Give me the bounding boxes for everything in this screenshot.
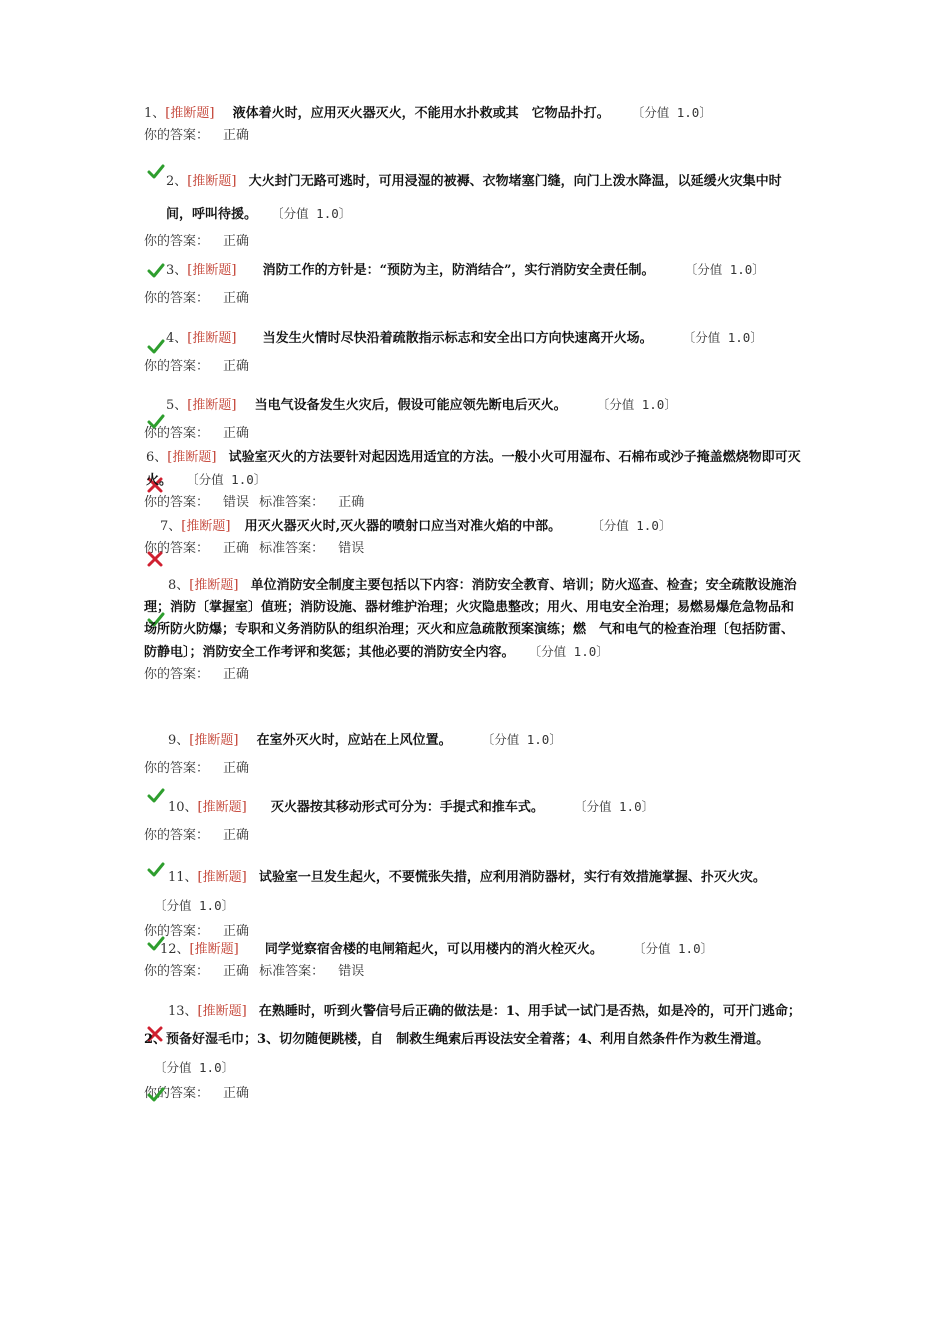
question-number: 13、 [168, 1004, 198, 1019]
your-answer: 正确 [223, 359, 250, 374]
answer-row [144, 664, 804, 686]
question-score: 〔分值 1.0〕 [574, 799, 655, 814]
answer-row [144, 492, 804, 514]
your-answer: 错误 [223, 495, 250, 510]
question-1 [144, 102, 804, 147]
question-score: 〔分值 1.0〕 [481, 732, 562, 747]
your-answer: 正确 [223, 761, 250, 776]
answer-label: 你的答案： [144, 541, 210, 556]
question-13 [144, 998, 804, 1105]
question-number: 5、 [166, 398, 188, 413]
question-score: 〔分值 1.0〕 [633, 941, 714, 956]
answer-row [144, 125, 804, 147]
answer-label: 你的答案： [144, 495, 210, 510]
question-type: [推断题] [189, 942, 239, 957]
question-stem: 在熟睡时，听到火警信号后正确的做法是：1、用手试一试门是否热，如是冷的，可开门逃命；2、预备好湿毛巾；3、切勿随便跳楼，自 制救生绳索后再设法安全着落；4、利用自然条件作为救生滑道。 [144, 1004, 801, 1047]
question-number: 6、 [146, 450, 168, 465]
question-score: 〔分值 1.0〕 [682, 330, 763, 345]
question-5 [144, 394, 804, 445]
question-number: 8、 [168, 578, 190, 593]
answer-row [144, 758, 804, 780]
question-stem: 在室外灭火时，应站在上风位置。 [256, 733, 452, 748]
check-icon [147, 1086, 165, 1104]
answer-row [144, 825, 804, 847]
question-score: 〔分值 1.0〕 [596, 397, 677, 412]
answer-label: 你的答案： [144, 234, 210, 249]
question-score: 〔分值 1.0〕 [186, 472, 267, 487]
answer-row [144, 423, 804, 445]
question-number: 7、 [160, 519, 182, 534]
answer-label: 你的答案： [144, 667, 210, 682]
answer-label: 你的答案： [144, 924, 210, 939]
question-score: 〔分值 1.0〕 [684, 262, 765, 277]
question-type: [推断题] [187, 331, 237, 346]
your-answer: 正确 [223, 828, 250, 843]
answer-row [144, 288, 804, 310]
question-10 [144, 796, 804, 847]
your-answer: 正确 [223, 426, 250, 441]
answer-row [144, 538, 804, 560]
question-8 [144, 575, 804, 686]
question-type: [推断题] [181, 519, 231, 534]
question-stem: 同学觉察宿舍楼的电闸箱起火，可以用楼内的消火栓灭火。 [264, 942, 603, 957]
answer-row [144, 231, 804, 253]
question-number: 4、 [166, 331, 188, 346]
question-score: 〔分值 1.0〕 [154, 898, 235, 913]
answer-label: 你的答案： [144, 1086, 210, 1101]
question-score: 〔分值 1.0〕 [271, 206, 352, 221]
question-score: 〔分值 1.0〕 [154, 1060, 235, 1075]
question-stem: 试验室灭火的方法要针对起因选用适宜的方法。一般小火可用湿布、石棉布或沙子掩盖燃烧物即可灭火。 [146, 450, 801, 488]
question-score: 〔分值 1.0〕 [631, 105, 712, 120]
question-number: 11、 [168, 870, 198, 885]
answer-label: 你的答案： [144, 426, 210, 441]
standard-answer: 正确 [338, 495, 365, 510]
question-number: 10、 [168, 800, 198, 815]
question-type: [推断题] [197, 800, 247, 815]
answer-label: 你的答案： [144, 828, 210, 843]
question-number: 9、 [168, 733, 190, 748]
your-answer: 正确 [223, 291, 250, 306]
standard-answer: 错误 [338, 541, 365, 556]
question-type: [推断题] [167, 450, 217, 465]
question-11 [144, 864, 804, 943]
answer-row [144, 961, 804, 983]
question-7 [144, 515, 804, 560]
answer-row [144, 1083, 804, 1105]
answer-label: 你的答案： [144, 964, 210, 979]
answer-row [144, 356, 804, 378]
question-score: 〔分值 1.0〕 [528, 644, 609, 659]
standard-answer-label: 标准答案： [259, 541, 325, 556]
question-3 [144, 259, 804, 310]
question-number: 3、 [166, 263, 188, 278]
question-stem: 当发生火情时尽快沿着疏散指示标志和安全出口方向快速离开火场。 [262, 331, 653, 346]
question-6 [144, 447, 804, 514]
your-answer: 正确 [223, 128, 250, 143]
your-answer: 正确 [223, 924, 250, 939]
answer-label: 你的答案： [144, 128, 210, 143]
answer-label: 你的答案： [144, 291, 210, 306]
question-9 [144, 729, 804, 780]
standard-answer-label: 标准答案： [259, 495, 325, 510]
standard-answer: 错误 [338, 964, 365, 979]
question-type: [推断题] [197, 1004, 247, 1019]
question-stem: 单位消防安全制度主要包括以下内容：消防安全教育、培训；防火巡查、检查；安全疏散设施治理；消防〔掌握室〕值班；消防设施、器材维护治理；火灾隐患整改；用火、用电安全治理；易燃易爆危急物品和场所防火防爆；专职和义务消防队的组织治理；灭火和应急疏散预案演练；燃 气和电气的检查治理〔包括防雷、防静电〕；消防安全工作考评和奖惩；其他必要的消防安全内容。 [144, 578, 797, 660]
your-answer: 正确 [223, 1086, 250, 1101]
your-answer: 正确 [223, 234, 250, 249]
question-number: 1、 [144, 106, 166, 121]
question-type: [推断题] [165, 106, 215, 121]
question-number: 2、 [166, 174, 188, 189]
question-type: [推断题] [187, 263, 237, 278]
question-stem: 液体着火时，应用灭火器灭火，不能用水扑救或其 它物品扑打。 [232, 106, 610, 121]
question-type: [推断题] [189, 578, 239, 593]
question-stem: 大火封门无路可逃时，可用浸湿的被褥、衣物堵塞门缝，向门上泼水降温，以延缓火灾集中时间，呼叫待援。 [166, 174, 782, 222]
your-answer: 正确 [223, 667, 250, 682]
question-number: 12、 [160, 942, 190, 957]
question-stem: 当电气设备发生火灾后，假设可能应领先断电后灭火。 [254, 398, 567, 413]
question-stem: 试验室一旦发生起火，不要慌张失措，应利用消防器材，实行有效措施掌握、扑灭火灾。 [258, 870, 766, 885]
standard-answer-label: 标准答案： [259, 964, 325, 979]
answer-label: 你的答案： [144, 761, 210, 776]
question-2 [144, 166, 804, 253]
your-answer: 正确 [223, 964, 250, 979]
question-stem: 消防工作的方针是：“预防为主，防消结合”，实行消防安全责任制。 [262, 263, 655, 278]
question-12 [144, 938, 804, 983]
answer-label: 你的答案： [144, 359, 210, 374]
question-stem: 灭火器按其移动形式可分为：手提式和推车式。 [270, 800, 544, 815]
question-type: [推断题] [187, 174, 237, 189]
question-type: [推断题] [197, 870, 247, 885]
your-answer: 正确 [223, 541, 250, 556]
question-4 [144, 327, 804, 378]
question-stem: 用灭火器灭火时,灭火器的喷射口应当对准火焰的中部。 [244, 519, 562, 534]
question-score: 〔分值 1.0〕 [591, 518, 672, 533]
question-type: [推断题] [189, 733, 239, 748]
question-type: [推断题] [187, 398, 237, 413]
